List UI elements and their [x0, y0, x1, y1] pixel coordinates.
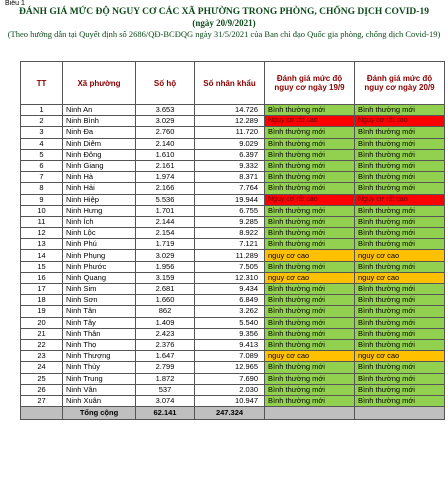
eval-20-cell: Bình thường mới [355, 395, 445, 406]
households-count: 2.154 [136, 228, 195, 239]
eval-19-cell: nguy cơ cao [265, 351, 355, 362]
population-count: 8.922 [195, 228, 265, 239]
table-row [21, 116, 445, 127]
top-note: Biểu 1 [5, 0, 25, 7]
eval-20-cell: Bình thường mới [355, 384, 445, 395]
eval-20-cell: Bình thường mới [355, 339, 445, 350]
population-count: 9.356 [195, 328, 265, 339]
row-number: 23 [21, 351, 63, 362]
ward-name: Ninh Phước [63, 261, 136, 272]
population-count: 14.726 [195, 105, 265, 116]
page-title: ĐÁNH GIÁ MỨC ĐỘ NGUY CƠ CÁC XÃ PHƯỜNG TRONG PHÒNG, CHỐNG DỊCH COVID-19 [19, 7, 429, 17]
population-count: 19.944 [195, 194, 265, 205]
table-row [21, 127, 445, 138]
table-row [21, 250, 445, 261]
population-count: 6.397 [195, 149, 265, 160]
eval-19-cell: Bình thường mới [265, 339, 355, 350]
households-count: 3.159 [136, 272, 195, 283]
risk-assessment-table [20, 61, 445, 420]
eval-19-cell: Bình thường mới [265, 138, 355, 149]
header-eval-19: Đánh giá mức độ nguy cơ ngày 19/9 [265, 62, 355, 105]
row-number: 20 [21, 317, 63, 328]
eval-20-cell: Bình thường mới [355, 127, 445, 138]
row-number: 26 [21, 384, 63, 395]
table-row [21, 373, 445, 384]
table-row [21, 194, 445, 205]
table-row [21, 261, 445, 272]
row-number: 24 [21, 362, 63, 373]
total-label: Tổng cộng [63, 407, 136, 420]
eval-19-cell: Bình thường mới [265, 373, 355, 384]
row-number: 22 [21, 339, 63, 350]
population-count: 2.030 [195, 384, 265, 395]
ward-name: Ninh Sơn [63, 295, 136, 306]
row-number: 14 [21, 250, 63, 261]
households-count: 3.029 [136, 116, 195, 127]
eval-20-cell: Bình thường mới [355, 295, 445, 306]
row-number: 27 [21, 395, 63, 406]
eval-20-cell: Bình thường mới [355, 306, 445, 317]
row-number: 17 [21, 284, 63, 295]
population-count: 5.540 [195, 317, 265, 328]
ward-name: Ninh Ích [63, 216, 136, 227]
header-eval-20: Đánh giá mức độ nguy cơ ngày 20/9 [355, 62, 445, 105]
households-count: 1.956 [136, 261, 195, 272]
ward-name: Ninh Hà [63, 172, 136, 183]
eval-19-cell: Bình thường mới [265, 149, 355, 160]
eval-19-cell: Nguy cơ rất cao [265, 194, 355, 205]
eval-19-cell: Bình thường mới [265, 284, 355, 295]
eval-20-cell: Bình thường mới [355, 172, 445, 183]
eval-19-cell: Bình thường mới [265, 160, 355, 171]
households-count: 1.409 [136, 317, 195, 328]
households-count: 2.140 [136, 138, 195, 149]
population-count: 9.332 [195, 160, 265, 171]
total-row [21, 407, 445, 420]
households-count: 2.760 [136, 127, 195, 138]
population-count: 7.121 [195, 239, 265, 250]
eval-20-cell: Nguy cơ rất cao [355, 194, 445, 205]
eval-19-cell: Bình thường mới [265, 172, 355, 183]
row-number: 10 [21, 205, 63, 216]
eval-20-cell: Bình thường mới [355, 239, 445, 250]
eval-20-cell: nguy cơ cao [355, 351, 445, 362]
table-row [21, 362, 445, 373]
ward-name: Ninh Thân [63, 328, 136, 339]
eval-20-cell: Bình thường mới [355, 284, 445, 295]
ward-name: Ninh An [63, 105, 136, 116]
row-number: 6 [21, 160, 63, 171]
total-empty-cell [21, 407, 63, 420]
table-row [21, 205, 445, 216]
row-number: 15 [21, 261, 63, 272]
eval-19-cell: nguy cơ cao [265, 272, 355, 283]
eval-19-cell: Bình thường mới [265, 362, 355, 373]
row-number: 8 [21, 183, 63, 194]
page-date: (ngày 20/9/2021) [192, 18, 256, 28]
table-row [21, 351, 445, 362]
eval-20-cell: Nguy cơ rất cao [355, 116, 445, 127]
row-number: 16 [21, 272, 63, 283]
row-number: 19 [21, 306, 63, 317]
ward-name: Ninh Tây [63, 317, 136, 328]
eval-20-cell: Bình thường mới [355, 205, 445, 216]
ward-name: Ninh Quang [63, 272, 136, 283]
ward-name: Ninh Tân [63, 306, 136, 317]
table-row [21, 228, 445, 239]
eval-20-cell: Bình thường mới [355, 138, 445, 149]
eval-20-cell: Bình thường mới [355, 328, 445, 339]
row-number: 13 [21, 239, 63, 250]
header-ward: Xã phường [63, 62, 136, 105]
households-count: 1.974 [136, 172, 195, 183]
eval-20-cell: Bình thường mới [355, 105, 445, 116]
row-number: 5 [21, 149, 63, 160]
table-row [21, 339, 445, 350]
population-count: 12.965 [195, 362, 265, 373]
households-count: 862 [136, 306, 195, 317]
eval-20-cell: Bình thường mới [355, 373, 445, 384]
households-count: 1.701 [136, 205, 195, 216]
table-row [21, 384, 445, 395]
households-count: 537 [136, 384, 195, 395]
eval-19-cell: Nguy cơ rất cao [265, 116, 355, 127]
ward-name: Ninh Hưng [63, 205, 136, 216]
households-count: 1.610 [136, 149, 195, 160]
population-count: 8.371 [195, 172, 265, 183]
eval-20-cell: Bình thường mới [355, 317, 445, 328]
ward-name: Ninh Diêm [63, 138, 136, 149]
population-count: 9.029 [195, 138, 265, 149]
ward-name: Ninh Giang [63, 160, 136, 171]
table-row [21, 105, 445, 116]
total-empty-cell [265, 407, 355, 420]
table-row [21, 239, 445, 250]
population-count: 12.289 [195, 116, 265, 127]
population-count: 7.505 [195, 261, 265, 272]
eval-20-cell: nguy cơ cao [355, 272, 445, 283]
table-row [21, 284, 445, 295]
ward-name: Ninh Xuân [63, 395, 136, 406]
header-tt: TT [21, 62, 63, 105]
households-count: 5.536 [136, 194, 195, 205]
eval-20-cell: Bình thường mới [355, 160, 445, 171]
table-row [21, 183, 445, 194]
row-number: 21 [21, 328, 63, 339]
title-block [0, 6, 448, 39]
population-count: 7.764 [195, 183, 265, 194]
ward-name: Ninh Thượng [63, 351, 136, 362]
table-row [21, 138, 445, 149]
row-number: 3 [21, 127, 63, 138]
eval-20-cell: Bình thường mới [355, 183, 445, 194]
ward-name: Ninh Đa [63, 127, 136, 138]
page-subtitle: (Theo hướng dẫn tại Quyết định số 2686/QĐ-BCĐQG ngày 31/5/2021 của Ban chỉ đạo Quốc gia phòng, chống dịch Covid-19) [7, 29, 441, 39]
table-row [21, 216, 445, 227]
households-count: 2.681 [136, 284, 195, 295]
table-header-row [21, 62, 445, 105]
ward-name: Ninh Hiệp [63, 194, 136, 205]
ward-name: Ninh Hải [63, 183, 136, 194]
eval-19-cell: Bình thường mới [265, 295, 355, 306]
ward-name: Ninh Sim [63, 284, 136, 295]
eval-20-cell: Bình thường mới [355, 362, 445, 373]
population-count: 3.262 [195, 306, 265, 317]
households-count: 1.647 [136, 351, 195, 362]
ward-name: Ninh Phụng [63, 250, 136, 261]
households-count: 1.660 [136, 295, 195, 306]
population-count: 6.755 [195, 205, 265, 216]
population-count: 10.947 [195, 395, 265, 406]
table-row [21, 149, 445, 160]
total-population: 247.324 [195, 407, 265, 420]
eval-19-cell: Bình thường mới [265, 216, 355, 227]
eval-19-cell: Bình thường mới [265, 205, 355, 216]
eval-19-cell: Bình thường mới [265, 261, 355, 272]
eval-19-cell: nguy cơ cao [265, 250, 355, 261]
total-households: 62.141 [136, 407, 195, 420]
eval-19-cell: Bình thường mới [265, 328, 355, 339]
header-population: Số nhân khẩu [195, 62, 265, 105]
households-count: 2.144 [136, 216, 195, 227]
households-count: 2.376 [136, 339, 195, 350]
table-row [21, 295, 445, 306]
table-row [21, 272, 445, 283]
row-number: 25 [21, 373, 63, 384]
ward-name: Ninh Bình [63, 116, 136, 127]
ward-name: Ninh Thọ [63, 339, 136, 350]
row-number: 7 [21, 172, 63, 183]
row-number: 1 [21, 105, 63, 116]
eval-20-cell: Bình thường mới [355, 149, 445, 160]
table-row [21, 395, 445, 406]
eval-19-cell: Bình thường mới [265, 127, 355, 138]
row-number: 9 [21, 194, 63, 205]
households-count: 1.872 [136, 373, 195, 384]
row-number: 4 [21, 138, 63, 149]
table-row [21, 328, 445, 339]
row-number: 18 [21, 295, 63, 306]
eval-20-cell: nguy cơ cao [355, 250, 445, 261]
eval-19-cell: Bình thường mới [265, 183, 355, 194]
population-count: 9.413 [195, 339, 265, 350]
eval-20-cell: Bình thường mới [355, 261, 445, 272]
ward-name: Ninh Thủy [63, 362, 136, 373]
population-count: 11.289 [195, 250, 265, 261]
households-count: 2.423 [136, 328, 195, 339]
households-count: 3.074 [136, 395, 195, 406]
population-count: 9.285 [195, 216, 265, 227]
population-count: 12.310 [195, 272, 265, 283]
eval-19-cell: Bình thường mới [265, 317, 355, 328]
households-count: 3.653 [136, 105, 195, 116]
eval-19-cell: Bình thường mới [265, 306, 355, 317]
ward-name: Ninh Đông [63, 149, 136, 160]
population-count: 6.849 [195, 295, 265, 306]
households-count: 2.799 [136, 362, 195, 373]
eval-19-cell: Bình thường mới [265, 228, 355, 239]
households-count: 1.719 [136, 239, 195, 250]
table-row [21, 172, 445, 183]
row-number: 11 [21, 216, 63, 227]
total-empty-cell [355, 407, 445, 420]
table-row [21, 317, 445, 328]
eval-19-cell: Bình thường mới [265, 105, 355, 116]
table-row [21, 160, 445, 171]
ward-name: Ninh Trung [63, 373, 136, 384]
eval-19-cell: Bình thường mới [265, 239, 355, 250]
households-count: 2.161 [136, 160, 195, 171]
population-count: 11.720 [195, 127, 265, 138]
population-count: 7.690 [195, 373, 265, 384]
eval-19-cell: Bình thường mới [265, 395, 355, 406]
row-number: 12 [21, 228, 63, 239]
eval-20-cell: Bình thường mới [355, 216, 445, 227]
table-row [21, 306, 445, 317]
ward-name: Ninh Lộc [63, 228, 136, 239]
ward-name: Ninh Phú [63, 239, 136, 250]
population-count: 7.089 [195, 351, 265, 362]
header-households: Số hộ [136, 62, 195, 105]
row-number: 2 [21, 116, 63, 127]
households-count: 2.166 [136, 183, 195, 194]
ward-name: Ninh Vân [63, 384, 136, 395]
eval-20-cell: Bình thường mới [355, 228, 445, 239]
eval-19-cell: Bình thường mới [265, 384, 355, 395]
households-count: 3.029 [136, 250, 195, 261]
population-count: 9.434 [195, 284, 265, 295]
